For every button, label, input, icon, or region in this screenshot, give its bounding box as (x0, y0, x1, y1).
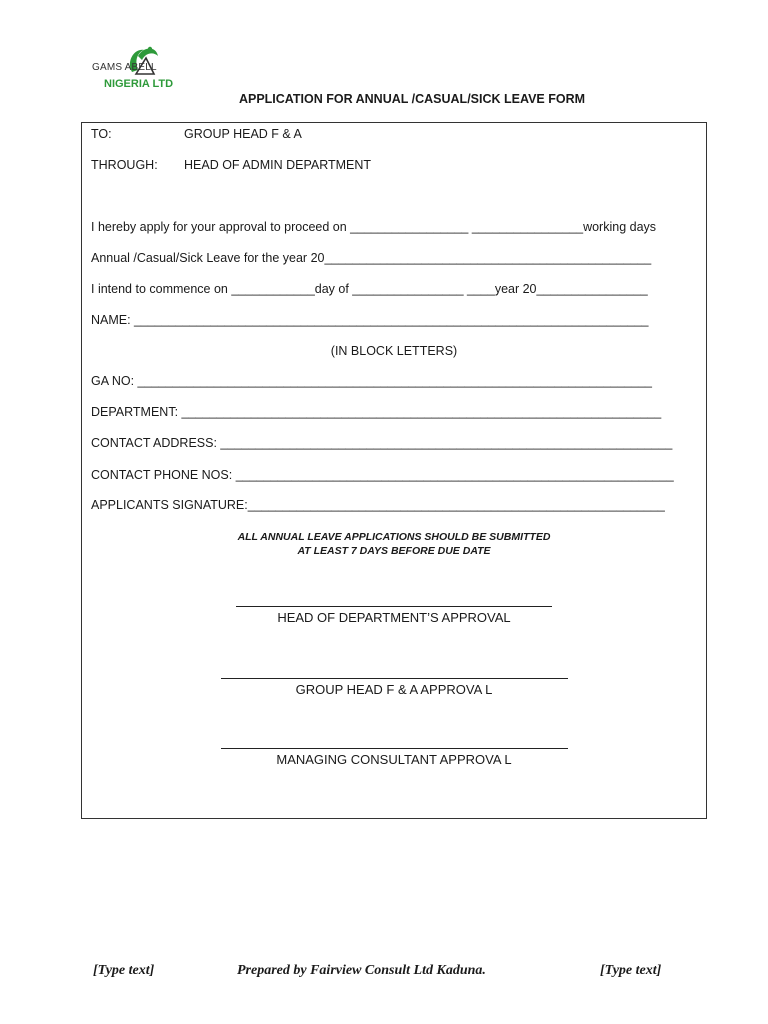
hod-signature-line[interactable] (236, 606, 552, 607)
to-label: TO: (91, 127, 112, 141)
commence-date-line[interactable]: I intend to commence on ____________day of ________________ ____year 20________________ (91, 282, 648, 296)
through-value: HEAD OF ADMIN DEPARTMENT (184, 158, 372, 172)
group-head-signature-line[interactable] (221, 678, 568, 679)
footer-right: [Type text] (600, 963, 662, 978)
md-signature-line[interactable] (221, 748, 568, 749)
through-row (91, 158, 372, 172)
leave-year-line[interactable]: Annual /Casual/Sick Leave for the year 20_______________________________________________ (91, 251, 652, 265)
company-logo (92, 42, 192, 94)
applicant-signature-field[interactable]: APPLICANTS SIGNATURE:____________________________________________________________ (91, 498, 665, 512)
ga-no-field[interactable]: GA NO: __________________________________________________________________________ (91, 374, 652, 388)
footer-center: Prepared by Fairview Consult Ltd Kaduna. (237, 963, 486, 978)
group-head-approval-label: GROUP HEAD F & A APPROVA L (295, 682, 493, 697)
block-letters-hint: (IN BLOCK LETTERS) (330, 344, 458, 358)
hod-approval-label: HEAD OF DEPARTMENT’S APPROVAL (277, 610, 511, 625)
contact-phone-field[interactable]: CONTACT PHONE NOS: _______________________________________________________________ (91, 468, 674, 482)
logo-subtitle: NIGERIA LTD (104, 78, 174, 90)
name-field[interactable]: NAME: __________________________________________________________________________ (91, 313, 649, 327)
to-row (91, 127, 302, 141)
managing-consultant-approval-label: MANAGING CONSULTANT APPROVA L (276, 752, 512, 767)
apply-days-line[interactable]: I hereby apply for your approval to proceed on _________________ ________________working days (91, 220, 657, 234)
to-value: GROUP HEAD F & A (184, 127, 302, 141)
form-title: APPLICATION FOR ANNUAL /CASUAL/SICK LEAVE FORM (238, 92, 586, 106)
submission-note-line1: ALL ANNUAL LEAVE APPLICATIONS SHOULD BE SUBMITTED (237, 531, 551, 543)
submission-note-line2: AT LEAST 7 DAYS BEFORE DUE DATE (297, 545, 491, 557)
department-field[interactable]: DEPARTMENT: _____________________________________________________________________ (91, 405, 662, 419)
through-label: THROUGH: (91, 158, 158, 172)
logo-wordmark: GAMS ABELL (92, 62, 157, 73)
submission-note (81, 530, 707, 558)
footer-left: [Type text] (93, 963, 155, 978)
contact-address-field[interactable]: CONTACT ADDRESS: _________________________________________________________________ (91, 436, 673, 450)
